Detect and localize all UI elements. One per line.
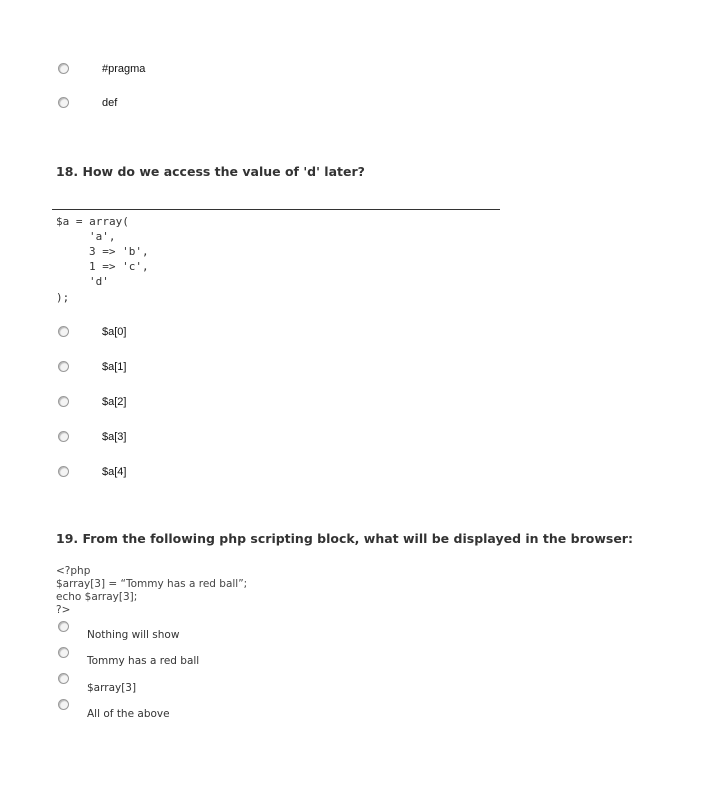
q18-option-3-radio[interactable] <box>58 396 69 407</box>
q19-option-2-radio[interactable] <box>58 647 69 658</box>
q18-option-1-radio[interactable] <box>58 326 69 337</box>
q18-option-1-label: $a[0] <box>102 326 127 338</box>
q19-code-line-1: <?php <box>56 565 91 577</box>
q18-question: 18. How do we access the value of 'd' later? <box>56 164 365 179</box>
q18-option-4-label: $a[3] <box>102 431 127 443</box>
q18-option-3-label: $a[2] <box>102 396 127 408</box>
q18-option-5-radio[interactable] <box>58 466 69 477</box>
q18-option-2-label: $a[1] <box>102 361 127 373</box>
q18-code-line-2: 'a', <box>89 230 116 243</box>
q19-option-1-radio[interactable] <box>58 621 69 632</box>
q17-option-2-radio[interactable] <box>58 97 69 108</box>
q19-option-4-label: All of the above <box>87 708 170 720</box>
q19-option-1-label: Nothing will show <box>87 629 180 641</box>
q17-option-1-radio[interactable] <box>58 63 69 74</box>
q18-code-line-1: $a = array( <box>56 215 129 228</box>
q19-option-3-label: $array[3] <box>87 682 137 694</box>
q19-question: 19. From the following php scripting block, what will be displayed in the browser: <box>56 531 633 546</box>
q18-option-2-radio[interactable] <box>58 361 69 372</box>
q18-option-4-radio[interactable] <box>58 431 69 442</box>
q19-option-2-label: Tommy has a red ball <box>87 655 200 667</box>
q18-code-line-5: 'd' <box>89 275 109 288</box>
q19-code-line-2: $array[3] = “Tommy has a red ball”; <box>56 578 248 590</box>
q19-code-line-3: echo $array[3]; <box>56 591 138 603</box>
q19-option-3-radio[interactable] <box>58 673 69 684</box>
q18-code-line-6: ); <box>56 291 70 304</box>
q19-option-4-radio[interactable] <box>58 699 69 710</box>
q18-option-5-label: $a[4] <box>102 466 127 478</box>
q18-code-divider <box>52 209 500 210</box>
q17-option-1-label: #pragma <box>102 63 146 75</box>
q18-code-line-4: 1 => 'c', <box>89 260 149 273</box>
q19-code-line-4: ?> <box>56 604 71 616</box>
q18-code-line-3: 3 => 'b', <box>89 245 149 258</box>
q17-option-2-label: def <box>102 97 118 109</box>
